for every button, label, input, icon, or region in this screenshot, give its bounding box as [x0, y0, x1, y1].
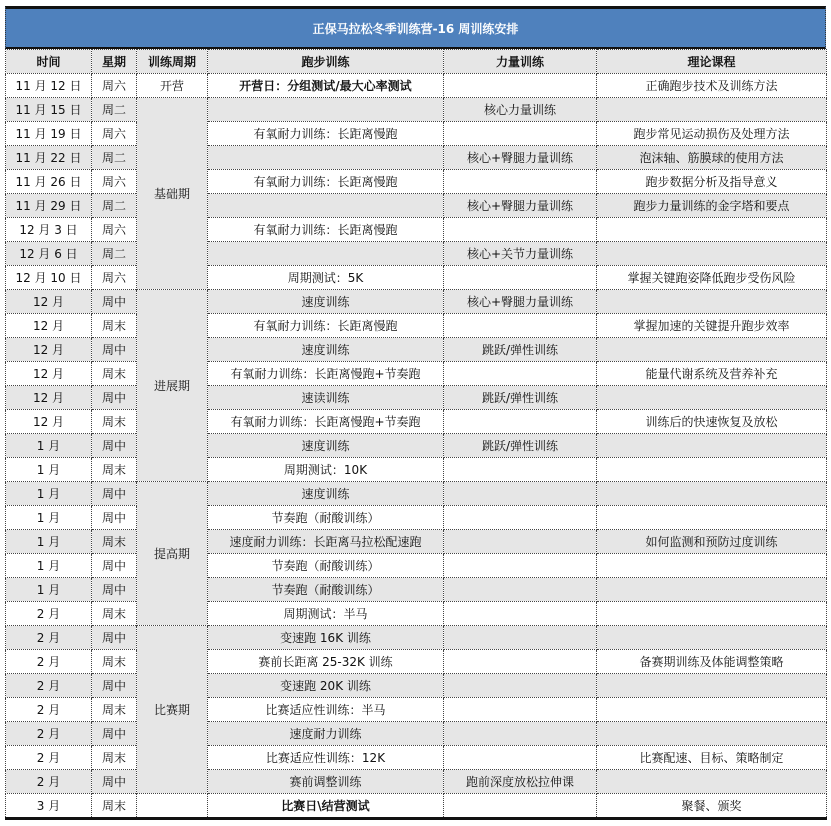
cell-date[interactable]: 12 月: [6, 290, 92, 314]
table-row: [6, 530, 827, 554]
cell-running[interactable]: [208, 146, 444, 170]
table-row: [6, 434, 827, 458]
cell-date[interactable]: 11 月 19 日: [6, 122, 92, 146]
cell-strength[interactable]: [444, 746, 597, 770]
cell-date[interactable]: 12 月: [6, 338, 92, 362]
cell-period[interactable]: [137, 794, 208, 819]
cell-date[interactable]: 1 月: [6, 458, 92, 482]
table-row: [6, 362, 827, 386]
cell-running[interactable]: 速度耐力训练：长距离马拉松配速跑: [208, 530, 444, 554]
cell-running[interactable]: 变速跑 20K 训练: [208, 674, 444, 698]
table-row: [6, 506, 827, 530]
cell-strength[interactable]: [444, 578, 597, 602]
cell-weekday[interactable]: 周末: [92, 458, 137, 482]
table-row: [6, 194, 827, 218]
cell-weekday[interactable]: 周末: [92, 698, 137, 722]
cell-weekday[interactable]: 周中: [92, 338, 137, 362]
table-row: [6, 770, 827, 794]
header-running[interactable]: 跑步训练: [208, 50, 444, 74]
cell-weekday[interactable]: 周中: [92, 506, 137, 530]
cell-period[interactable]: 开营: [137, 74, 208, 98]
sheet-title: [5, 6, 826, 49]
cell-strength[interactable]: [444, 362, 597, 386]
cell-weekday[interactable]: 周末: [92, 314, 137, 338]
cell-date[interactable]: 12 月: [6, 314, 92, 338]
cell-theory[interactable]: [597, 626, 827, 650]
cell-running[interactable]: 速度耐力训练: [208, 722, 444, 746]
cell-running[interactable]: 比赛日\结营测试: [208, 794, 444, 819]
cell-date[interactable]: 1 月: [6, 554, 92, 578]
cell-period[interactable]: 比赛期: [137, 626, 208, 794]
cell-theory[interactable]: [597, 482, 827, 506]
cell-strength[interactable]: [444, 506, 597, 530]
cell-theory[interactable]: 聚餐、颁奖: [597, 794, 827, 819]
cell-strength[interactable]: 跳跃/弹性训练: [444, 434, 597, 458]
cell-weekday[interactable]: 周末: [92, 410, 137, 434]
table-row: [6, 722, 827, 746]
cell-date[interactable]: 2 月: [6, 626, 92, 650]
table-row: [6, 314, 827, 338]
cell-date[interactable]: 11 月 22 日: [6, 146, 92, 170]
cell-weekday[interactable]: 周二: [92, 242, 137, 266]
cell-strength[interactable]: [444, 602, 597, 626]
cell-theory[interactable]: [597, 290, 827, 314]
cell-weekday[interactable]: 周六: [92, 122, 137, 146]
cell-strength[interactable]: [444, 626, 597, 650]
cell-date[interactable]: 12 月 6 日: [6, 242, 92, 266]
cell-date[interactable]: 11 月 15 日: [6, 98, 92, 122]
cell-weekday[interactable]: 周末: [92, 746, 137, 770]
cell-theory[interactable]: [597, 722, 827, 746]
table-row: [6, 242, 827, 266]
cell-theory[interactable]: [597, 554, 827, 578]
cell-strength[interactable]: 跑前深度放松拉伸课: [444, 770, 597, 794]
cell-running[interactable]: 赛前调整训练: [208, 770, 444, 794]
table-row: [6, 98, 827, 122]
cell-theory[interactable]: 泡沫轴、筋膜球的使用方法: [597, 146, 827, 170]
cell-weekday[interactable]: 周六: [92, 266, 137, 290]
cell-strength[interactable]: 核心+臀腿力量训练: [444, 146, 597, 170]
cell-strength[interactable]: [444, 722, 597, 746]
cell-theory[interactable]: [597, 458, 827, 482]
cell-running[interactable]: [208, 194, 444, 218]
cell-weekday[interactable]: 周六: [92, 170, 137, 194]
cell-date[interactable]: 2 月: [6, 698, 92, 722]
cell-date[interactable]: 1 月: [6, 482, 92, 506]
cell-theory[interactable]: 训练后的快速恢复及放松: [597, 410, 827, 434]
cell-strength[interactable]: 跳跃/弹性训练: [444, 338, 597, 362]
cell-weekday[interactable]: 周末: [92, 602, 137, 626]
cell-weekday[interactable]: 周六: [92, 218, 137, 242]
schedule-table: [5, 49, 827, 820]
cell-date[interactable]: 12 月: [6, 386, 92, 410]
header-date[interactable]: 时间: [6, 50, 92, 74]
cell-running[interactable]: 速度训练: [208, 338, 444, 362]
cell-period[interactable]: 提高期: [137, 482, 208, 626]
table-row: [6, 122, 827, 146]
cell-running[interactable]: 节奏跑（耐酸训练）: [208, 554, 444, 578]
cell-theory[interactable]: 备赛期训练及体能调整策略: [597, 650, 827, 674]
cell-date[interactable]: 2 月: [6, 770, 92, 794]
cell-weekday[interactable]: 周六: [92, 74, 137, 98]
cell-weekday[interactable]: 周中: [92, 626, 137, 650]
cell-strength[interactable]: [444, 266, 597, 290]
cell-weekday[interactable]: 周中: [92, 554, 137, 578]
cell-strength[interactable]: [444, 410, 597, 434]
cell-date[interactable]: 2 月: [6, 722, 92, 746]
cell-theory[interactable]: 跑步数据分析及指导意义: [597, 170, 827, 194]
cell-theory[interactable]: [597, 98, 827, 122]
header-row: [6, 50, 827, 74]
table-row: [6, 746, 827, 770]
cell-theory[interactable]: [597, 770, 827, 794]
cell-running[interactable]: 有氧耐力训练：长距离慢跑: [208, 218, 444, 242]
cell-strength[interactable]: 核心+臀腿力量训练: [444, 194, 597, 218]
cell-weekday[interactable]: 周二: [92, 194, 137, 218]
cell-running[interactable]: 速度训练: [208, 434, 444, 458]
table-row: [6, 674, 827, 698]
table-row: [6, 218, 827, 242]
cell-weekday[interactable]: 周二: [92, 98, 137, 122]
cell-running[interactable]: 周期测试：半马: [208, 602, 444, 626]
header-weekday[interactable]: 星期: [92, 50, 137, 74]
sheet-title-text: 正保马拉松冬季训练营-16 周训练安排: [312, 21, 519, 36]
cell-strength[interactable]: [444, 674, 597, 698]
cell-date[interactable]: 1 月: [6, 530, 92, 554]
cell-weekday[interactable]: 周中: [92, 434, 137, 458]
cell-strength[interactable]: [444, 650, 597, 674]
cell-running[interactable]: [208, 242, 444, 266]
table-row: [6, 794, 827, 819]
cell-strength[interactable]: [444, 170, 597, 194]
cell-date[interactable]: 12 月: [6, 410, 92, 434]
cell-running[interactable]: 节奏跑（耐酸训练）: [208, 506, 444, 530]
cell-period[interactable]: 进展期: [137, 290, 208, 482]
cell-running[interactable]: 赛前长距离 25-32K 训练: [208, 650, 444, 674]
cell-weekday[interactable]: 周中: [92, 386, 137, 410]
cell-theory[interactable]: [597, 602, 827, 626]
cell-date[interactable]: 12 月: [6, 362, 92, 386]
cell-running[interactable]: 比赛适应性训练：半马: [208, 698, 444, 722]
cell-theory[interactable]: 如何监测和预防过度训练: [597, 530, 827, 554]
cell-strength[interactable]: [444, 530, 597, 554]
table-row: [6, 410, 827, 434]
cell-date[interactable]: 1 月: [6, 578, 92, 602]
cell-running[interactable]: 有氧耐力训练：长距离慢跑: [208, 170, 444, 194]
cell-theory[interactable]: 掌握加速的关键提升跑步效率: [597, 314, 827, 338]
cell-date[interactable]: 2 月: [6, 674, 92, 698]
cell-running[interactable]: 周期测试：10K: [208, 458, 444, 482]
cell-date[interactable]: 12 月 10 日: [6, 266, 92, 290]
cell-weekday[interactable]: 周末: [92, 794, 137, 819]
cell-date[interactable]: 1 月: [6, 506, 92, 530]
cell-strength[interactable]: [444, 794, 597, 819]
cell-strength[interactable]: [444, 554, 597, 578]
cell-running[interactable]: 比赛适应性训练：12K: [208, 746, 444, 770]
table-row: [6, 482, 827, 506]
cell-weekday[interactable]: 周中: [92, 482, 137, 506]
schedule-body: [6, 74, 827, 819]
table-row: [6, 578, 827, 602]
cell-theory[interactable]: [597, 242, 827, 266]
cell-strength[interactable]: [444, 122, 597, 146]
cell-theory[interactable]: 正确跑步技术及训练方法: [597, 74, 827, 98]
cell-weekday[interactable]: 周中: [92, 290, 137, 314]
cell-theory[interactable]: [597, 698, 827, 722]
table-row: [6, 338, 827, 362]
cell-running[interactable]: 开营日：分组测试/最大心率测试: [208, 74, 444, 98]
cell-theory[interactable]: [597, 218, 827, 242]
cell-theory[interactable]: [597, 386, 827, 410]
cell-theory[interactable]: [597, 434, 827, 458]
table-row: [6, 650, 827, 674]
table-row: [6, 170, 827, 194]
training-schedule-sheet: [5, 6, 826, 820]
header-theory[interactable]: 理论课程: [597, 50, 827, 74]
cell-running[interactable]: 速度训练: [208, 290, 444, 314]
cell-date[interactable]: 2 月: [6, 602, 92, 626]
cell-weekday[interactable]: 周中: [92, 770, 137, 794]
cell-weekday[interactable]: 周末: [92, 530, 137, 554]
table-row: [6, 698, 827, 722]
cell-theory[interactable]: [597, 506, 827, 530]
table-row: [6, 458, 827, 482]
cell-running[interactable]: [208, 98, 444, 122]
cell-weekday[interactable]: 周中: [92, 722, 137, 746]
cell-theory[interactable]: 跑步常见运动损伤及处理方法: [597, 122, 827, 146]
table-row: [6, 602, 827, 626]
cell-theory[interactable]: [597, 674, 827, 698]
cell-date[interactable]: 11 月 26 日: [6, 170, 92, 194]
cell-date[interactable]: 1 月: [6, 434, 92, 458]
cell-running[interactable]: 变速跑 16K 训练: [208, 626, 444, 650]
cell-weekday[interactable]: 周二: [92, 146, 137, 170]
cell-date[interactable]: 3 月: [6, 794, 92, 819]
cell-theory[interactable]: [597, 578, 827, 602]
table-row: [6, 290, 827, 314]
cell-running[interactable]: 节奏跑（耐酸训练）: [208, 578, 444, 602]
cell-running[interactable]: 有氧耐力训练：长距离慢跑: [208, 314, 444, 338]
cell-date[interactable]: 12 月 3 日: [6, 218, 92, 242]
cell-weekday[interactable]: 周末: [92, 362, 137, 386]
cell-strength[interactable]: 核心+关节力量训练: [444, 242, 597, 266]
cell-theory[interactable]: 能量代谢系统及营养补充: [597, 362, 827, 386]
cell-strength[interactable]: [444, 74, 597, 98]
cell-running[interactable]: 速读训练: [208, 386, 444, 410]
table-row: [6, 386, 827, 410]
cell-strength[interactable]: [444, 698, 597, 722]
cell-running[interactable]: 有氧耐力训练：长距离慢跑+节奏跑: [208, 362, 444, 386]
cell-running[interactable]: 有氧耐力训练：长距离慢跑+节奏跑: [208, 410, 444, 434]
cell-strength[interactable]: [444, 458, 597, 482]
table-row: [6, 74, 827, 98]
cell-strength[interactable]: [444, 218, 597, 242]
header-period[interactable]: 训练周期: [137, 50, 208, 74]
cell-strength[interactable]: 核心+臀腿力量训练: [444, 290, 597, 314]
cell-running[interactable]: 速度训练: [208, 482, 444, 506]
cell-theory[interactable]: 比赛配速、目标、策略制定: [597, 746, 827, 770]
cell-weekday[interactable]: 周中: [92, 578, 137, 602]
table-row: [6, 146, 827, 170]
table-row: [6, 266, 827, 290]
cell-running[interactable]: 有氧耐力训练：长距离慢跑: [208, 122, 444, 146]
cell-date[interactable]: 2 月: [6, 650, 92, 674]
cell-strength[interactable]: 核心力量训练: [444, 98, 597, 122]
cell-theory[interactable]: 掌握关键跑姿降低跑步受伤风险: [597, 266, 827, 290]
cell-period[interactable]: 基础期: [137, 98, 208, 290]
cell-theory[interactable]: 跑步力量训练的金字塔和要点: [597, 194, 827, 218]
cell-theory[interactable]: [597, 338, 827, 362]
cell-weekday[interactable]: 周中: [92, 674, 137, 698]
cell-strength[interactable]: [444, 482, 597, 506]
cell-strength[interactable]: [444, 314, 597, 338]
cell-date[interactable]: 11 月 29 日: [6, 194, 92, 218]
table-row: [6, 626, 827, 650]
table-row: [6, 554, 827, 578]
cell-date[interactable]: 11 月 12 日: [6, 74, 92, 98]
cell-strength[interactable]: 跳跃/弹性训练: [444, 386, 597, 410]
cell-running[interactable]: 周期测试：5K: [208, 266, 444, 290]
header-strength[interactable]: 力量训练: [444, 50, 597, 74]
cell-weekday[interactable]: 周末: [92, 650, 137, 674]
cell-date[interactable]: 2 月: [6, 746, 92, 770]
